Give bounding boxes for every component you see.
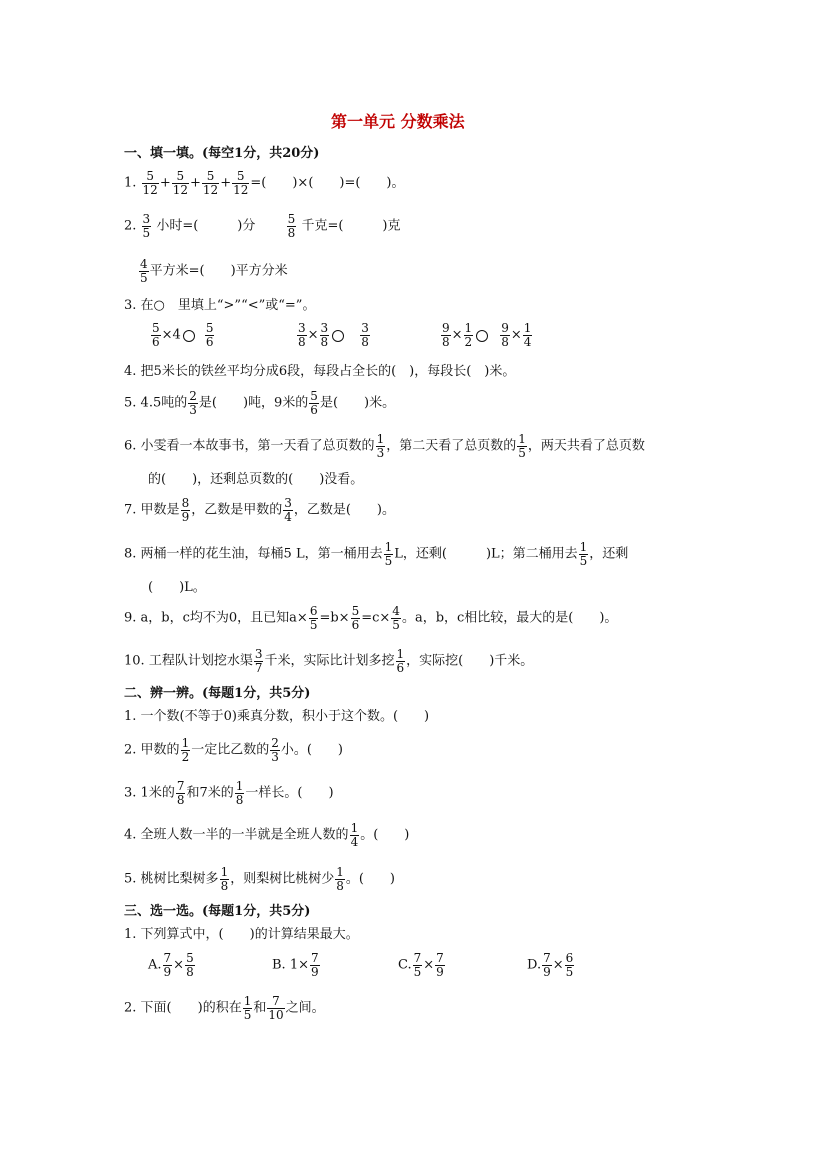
numerator: 9 xyxy=(442,321,450,335)
fraction xyxy=(243,995,253,1022)
choice-b[interactable] xyxy=(272,952,321,979)
fraction xyxy=(309,605,319,632)
numerator: 8 xyxy=(181,496,190,510)
denominator: 5 xyxy=(243,1008,252,1022)
text-segment: 4. xyxy=(124,827,137,843)
text-segment: 。( ) xyxy=(345,871,396,887)
numerator: 1 xyxy=(235,779,244,793)
compare-circle[interactable] xyxy=(476,330,488,342)
s1-question-1 xyxy=(124,170,405,197)
denominator: 8 xyxy=(186,965,194,979)
numerator: 5 xyxy=(205,321,214,335)
s3-question-1 xyxy=(124,927,359,943)
denominator: 5 xyxy=(392,618,400,632)
fraction xyxy=(309,390,319,417)
text-segment: 1. xyxy=(124,175,137,191)
text-segment: + xyxy=(190,175,201,191)
denominator: 8 xyxy=(298,335,306,349)
s1-question-2b xyxy=(138,258,288,285)
text-segment: × xyxy=(173,957,185,973)
text-segment: 是( )吨，9米的 xyxy=(198,395,309,411)
text-segment: 6. xyxy=(124,438,137,454)
fraction xyxy=(413,952,423,979)
denominator: 2 xyxy=(181,750,190,764)
numerator: 3 xyxy=(254,647,263,661)
numerator: 1 xyxy=(384,540,393,554)
denominator: 6 xyxy=(205,335,214,349)
section-1-heading: 一、填一填。(每空1分，共20分) xyxy=(124,146,320,161)
s1-question-4 xyxy=(124,364,515,380)
numerator: 1 xyxy=(523,321,532,335)
text-segment: ，则梨树比桃树少 xyxy=(230,871,335,887)
s1-question-3 xyxy=(124,298,315,314)
text-segment: 平方米=( )平方分米 xyxy=(149,263,288,279)
s1-question-6 xyxy=(124,433,645,460)
numerator: 2 xyxy=(271,736,279,750)
denominator: 5 xyxy=(579,554,588,568)
fraction xyxy=(220,866,230,893)
text-segment: 工程队计划挖水渠 xyxy=(148,653,253,669)
fraction xyxy=(320,322,330,349)
s2-question-2 xyxy=(124,737,343,764)
denominator: 5 xyxy=(142,226,151,240)
numerator: 5 xyxy=(287,212,296,226)
denominator: 8 xyxy=(235,793,244,807)
text-segment: 。a，b，c相比较，最大的是( )。 xyxy=(401,610,618,626)
numerator: 4 xyxy=(392,604,400,618)
s2-question-5 xyxy=(124,866,395,893)
numerator: 5 xyxy=(142,170,159,184)
denominator: 2 xyxy=(464,335,473,349)
fraction xyxy=(142,213,152,240)
fraction xyxy=(350,822,360,849)
text-segment: 2. xyxy=(124,742,137,758)
s1-question-3-item-b xyxy=(296,322,371,349)
text-segment: 全班人数一半的一半就是全班人数的 xyxy=(140,827,349,843)
numerator: 3 xyxy=(284,496,292,510)
fraction xyxy=(254,648,264,675)
denominator: 4 xyxy=(350,835,359,849)
s1-question-2 xyxy=(124,213,400,240)
text-segment: 小时=( )分 xyxy=(156,218,256,234)
fraction xyxy=(139,258,149,285)
text-segment: =( )×( )=( )。 xyxy=(250,175,405,191)
numerator: 5 xyxy=(310,389,318,403)
text-segment: 4. xyxy=(124,364,137,379)
denominator: 8 xyxy=(220,879,229,893)
text-segment: B. 1× xyxy=(272,957,309,973)
s1-question-3-item-c xyxy=(440,322,533,349)
numerator: 7 xyxy=(163,951,172,965)
text-segment: 10. xyxy=(124,653,145,669)
text-segment: a，b，c均不为0，且已知a× xyxy=(140,610,308,626)
denominator: 8 xyxy=(320,335,329,349)
text-segment: D. xyxy=(527,957,542,973)
text-segment: + xyxy=(220,175,232,191)
fraction xyxy=(360,322,370,349)
fraction xyxy=(287,213,297,240)
text-segment: ，还剩 xyxy=(589,546,629,562)
numerator: 7 xyxy=(310,951,319,965)
denominator: 12 xyxy=(202,183,219,197)
numerator: 2 xyxy=(189,389,197,403)
text-segment: 5. xyxy=(124,395,137,411)
fraction xyxy=(188,390,198,417)
text-segment: 一个数(不等于0)乘真分数，积小于这个数。( ) xyxy=(140,709,430,724)
fraction xyxy=(163,952,173,979)
text-segment: 千米，实际比计划多挖 xyxy=(264,653,395,669)
numerator: 7 xyxy=(413,951,422,965)
fraction xyxy=(351,605,361,632)
fraction xyxy=(205,322,215,349)
numerator: 1 xyxy=(376,432,385,446)
text-segment: 7. xyxy=(124,502,137,518)
compare-circle[interactable] xyxy=(332,330,344,342)
denominator: 8 xyxy=(336,879,344,893)
text-segment: ，第二天看了总页数的 xyxy=(386,438,517,454)
text-segment: ×4 xyxy=(161,327,181,343)
denominator: 6 xyxy=(310,403,318,417)
numerator: 3 xyxy=(298,321,306,335)
text-segment: × xyxy=(307,327,319,343)
fraction xyxy=(384,541,394,568)
numerator: 5 xyxy=(152,321,160,335)
s2-question-3 xyxy=(124,780,334,807)
numerator: 1 xyxy=(396,647,405,661)
numerator: 5 xyxy=(351,604,360,618)
text-segment: × xyxy=(552,957,564,973)
choice-a[interactable] xyxy=(148,952,196,979)
text-segment: 小。( ) xyxy=(280,742,344,758)
numerator: 1 xyxy=(518,432,526,446)
s1-question-10 xyxy=(124,648,533,675)
denominator: 9 xyxy=(310,965,319,979)
fraction xyxy=(441,322,451,349)
text-segment: × xyxy=(451,327,463,343)
s1-question-3-items xyxy=(150,322,215,349)
text-segment: 2. xyxy=(124,1000,137,1016)
text-segment: 下列算式中，( )的计算结果最大。 xyxy=(140,927,359,942)
section-3-heading: 三、选一选。(每题1分，共5分) xyxy=(124,904,311,919)
denominator: 3 xyxy=(271,750,279,764)
text-segment: 两桶一样的花生油，每桶5 L，第一桶用去 xyxy=(140,546,383,562)
text-segment: 1. xyxy=(124,927,137,942)
s1-question-7 xyxy=(124,497,395,524)
text-segment: 的( )，还剩总页数的( )没看。 xyxy=(148,472,364,487)
section-2-heading: 二、辨一辨。(每题1分，共5分) xyxy=(124,686,311,701)
numerator: 1 xyxy=(350,821,359,835)
numerator: 9 xyxy=(501,321,509,335)
denominator: 8 xyxy=(442,335,450,349)
denominator: 8 xyxy=(501,335,509,349)
numerator: 1 xyxy=(579,540,588,554)
fraction xyxy=(500,322,510,349)
text-segment: 和7米的 xyxy=(186,785,234,801)
text-segment: C. xyxy=(398,957,412,973)
text-segment: 。( ) xyxy=(360,827,410,843)
text-segment: ，乙数是甲数的 xyxy=(191,502,283,518)
s2-question-4 xyxy=(124,822,409,849)
text-segment: + xyxy=(159,175,171,191)
text-segment: ，乙数是( )。 xyxy=(293,502,396,518)
fraction xyxy=(523,322,533,349)
numerator: 5 xyxy=(172,170,189,184)
numerator: 5 xyxy=(186,951,194,965)
numerator: 1 xyxy=(336,865,344,879)
fraction xyxy=(151,322,161,349)
numerator: 7 xyxy=(436,951,444,965)
s1-question-6b xyxy=(148,472,363,488)
fraction xyxy=(335,866,345,893)
numerator: 1 xyxy=(181,736,190,750)
text-segment: 是( )米。 xyxy=(319,395,396,411)
denominator: 5 xyxy=(413,965,422,979)
numerator: 1 xyxy=(220,865,229,879)
fraction xyxy=(181,737,191,764)
fraction xyxy=(565,952,575,979)
text-segment: ( )L。 xyxy=(148,580,206,595)
text-segment: A. xyxy=(148,957,162,973)
numerator: 6 xyxy=(309,604,318,618)
denominator: 5 xyxy=(518,446,526,460)
denominator: 5 xyxy=(309,618,318,632)
denominator: 10 xyxy=(268,1008,284,1022)
fraction xyxy=(172,170,189,197)
s3-question-2 xyxy=(124,995,325,1022)
fraction xyxy=(283,497,293,524)
denominator: 8 xyxy=(287,226,296,240)
choice-d[interactable] xyxy=(527,952,575,979)
text-segment: 8. xyxy=(124,546,137,562)
page-title: 第一单元 分数乘法 xyxy=(331,112,465,131)
text-segment: ，两天共看了总页数 xyxy=(527,438,645,454)
fraction xyxy=(396,648,406,675)
numerator: 7 xyxy=(267,995,284,1009)
denominator: 4 xyxy=(284,510,292,524)
fraction xyxy=(297,322,307,349)
denominator: 5 xyxy=(384,554,393,568)
fraction xyxy=(142,170,159,197)
fraction xyxy=(517,433,527,460)
text-segment: 4.5吨的 xyxy=(140,395,188,411)
denominator: 9 xyxy=(436,965,444,979)
denominator: 5 xyxy=(140,271,148,285)
fraction xyxy=(270,737,280,764)
text-segment: =b× xyxy=(319,610,350,626)
text-segment: × xyxy=(423,957,435,973)
denominator: 3 xyxy=(189,403,197,417)
numerator: 6 xyxy=(565,951,574,965)
s1-question-8b xyxy=(148,580,206,596)
text-segment: 桃树比梨树多 xyxy=(140,871,219,887)
numerator: 5 xyxy=(232,170,249,184)
numerator: 5 xyxy=(202,170,219,184)
text-segment: 千克=( )克 xyxy=(301,218,401,234)
text-segment: 一样长。( ) xyxy=(245,785,334,801)
denominator: 9 xyxy=(163,965,172,979)
text-segment: 之间。 xyxy=(285,1000,325,1016)
fraction xyxy=(376,433,386,460)
fraction xyxy=(310,952,320,979)
denominator: 6 xyxy=(152,335,160,349)
fraction xyxy=(579,541,589,568)
text-segment: ，实际挖( )千米。 xyxy=(406,653,534,669)
text-segment: 9. xyxy=(124,610,137,626)
denominator: 8 xyxy=(361,335,369,349)
text-segment: 5. xyxy=(124,871,137,887)
denominator: 6 xyxy=(396,661,405,675)
text-segment: 小雯看一本故事书，第一天看了总页数的 xyxy=(140,438,375,454)
s1-question-9 xyxy=(124,605,617,632)
numerator: 4 xyxy=(140,257,148,271)
fraction xyxy=(435,952,445,979)
fraction xyxy=(185,952,195,979)
fraction xyxy=(232,170,249,197)
denominator: 5 xyxy=(565,965,574,979)
denominator: 6 xyxy=(351,618,360,632)
text-segment: 1. xyxy=(124,709,137,724)
fraction xyxy=(267,995,284,1022)
denominator: 7 xyxy=(254,661,263,675)
choice-c[interactable] xyxy=(398,952,446,979)
denominator: 12 xyxy=(233,183,249,197)
numerator: 3 xyxy=(361,321,369,335)
text-segment: 一定比乙数的 xyxy=(191,742,270,758)
fraction xyxy=(391,605,401,632)
text-segment: 和 xyxy=(253,1000,267,1016)
text-segment: L，还剩( )L；第二桶用去 xyxy=(394,546,578,562)
numerator: 3 xyxy=(320,321,329,335)
numerator: 7 xyxy=(543,951,551,965)
text-segment: 下面( )的积在 xyxy=(140,1000,242,1016)
fraction xyxy=(202,170,219,197)
denominator: 8 xyxy=(176,793,185,807)
text-segment: 1米的 xyxy=(140,785,175,801)
text-segment: 在○ 里填上“>”“<”或“=”。 xyxy=(140,298,316,313)
fraction xyxy=(176,780,186,807)
numerator: 1 xyxy=(464,321,473,335)
denominator: 4 xyxy=(523,335,532,349)
text-segment: 3. xyxy=(124,785,137,801)
denominator: 12 xyxy=(142,183,158,197)
numerator: 1 xyxy=(243,994,252,1008)
fraction xyxy=(542,952,552,979)
text-segment: =c× xyxy=(361,610,391,626)
fraction xyxy=(235,780,245,807)
fraction xyxy=(464,322,474,349)
numerator: 7 xyxy=(176,779,185,793)
denominator: 9 xyxy=(181,510,190,524)
text-segment: × xyxy=(510,327,522,343)
compare-circle[interactable] xyxy=(183,330,195,342)
text-segment: 甲数的 xyxy=(140,742,180,758)
s1-question-5 xyxy=(124,390,395,417)
text-segment: 2. xyxy=(124,218,137,234)
denominator: 3 xyxy=(376,446,385,460)
text-segment: 甲数是 xyxy=(140,502,180,518)
numerator: 3 xyxy=(142,212,151,226)
denominator: 9 xyxy=(543,965,551,979)
text-segment: 把5米长的铁丝平均分成6段，每段占全长的( )，每段长( )米。 xyxy=(140,364,516,379)
fraction xyxy=(181,497,191,524)
denominator: 12 xyxy=(172,183,189,197)
s1-question-8 xyxy=(124,541,628,568)
s2-question-1 xyxy=(124,709,429,725)
text-segment: 3. xyxy=(124,298,137,313)
